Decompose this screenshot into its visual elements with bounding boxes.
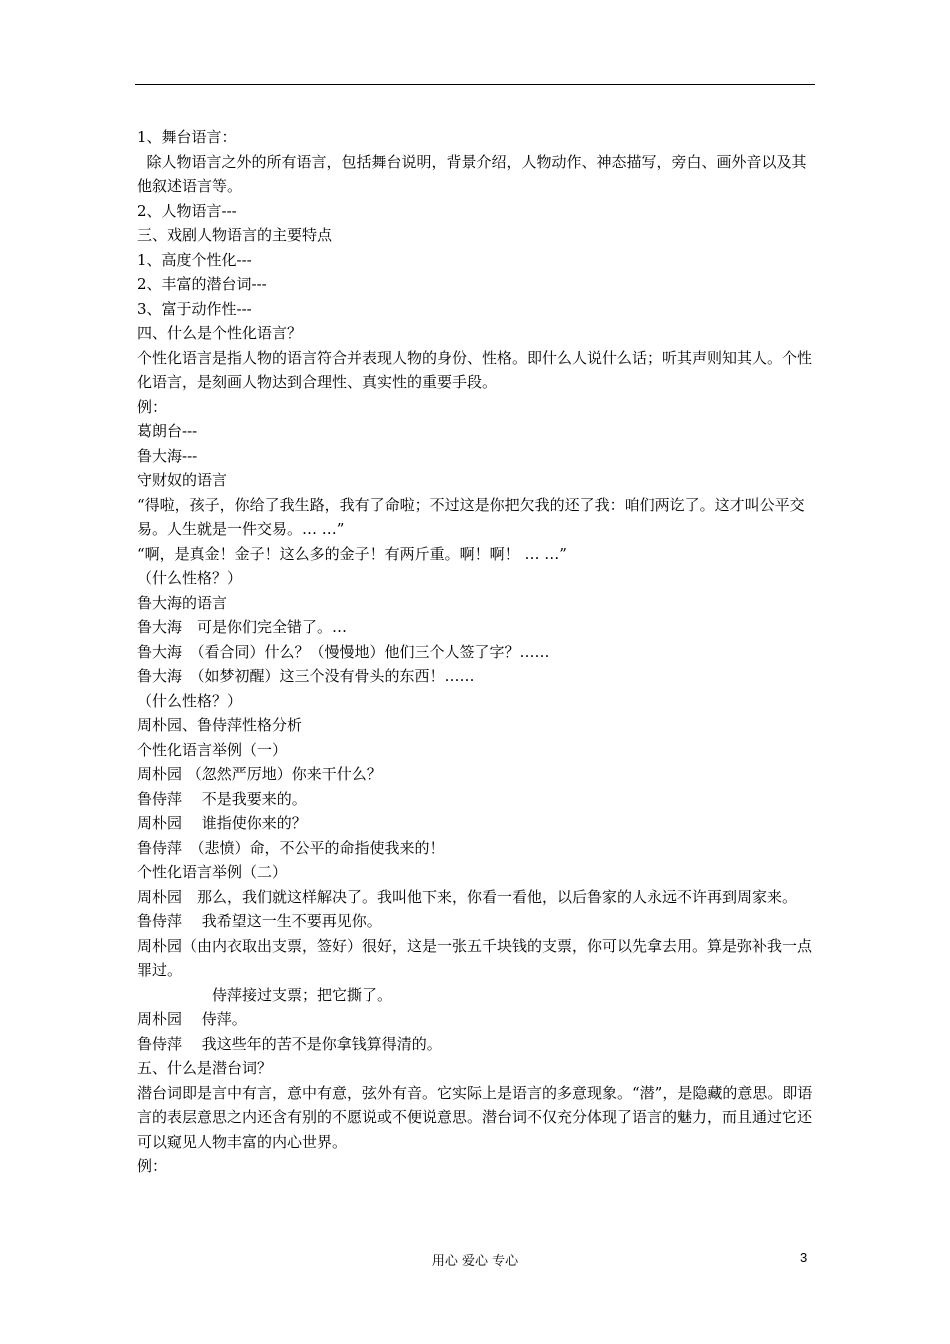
header-rule (135, 84, 815, 85)
list-item: 1、高度个性化--- (137, 250, 252, 269)
dialogue-line: 鲁大海 可是你们完全错了。… (137, 618, 348, 636)
subheading: 个性化语言举例（二） (137, 863, 288, 881)
dialogue-line: 周朴园（由内衣取出支票，签好）很好，这是一张五千块钱的支票，你可以先拿去用。算是弥补我一点罪过。 (137, 936, 813, 979)
paragraph-subtext: 潜台词即是言中有言，意中有意，弦外有音。它实际上是语言的多意现象。“潜”，是隐藏的意思。即语言的表层意思之内还含有别的不愿说或不便说意思。潜台词不仅充分体现了语言的魅力，而且通过它还可以窥见人物丰富的内心世界。 (137, 1083, 813, 1151)
list-item: 3、富于动作性--- (137, 299, 252, 318)
list-item: 鲁大海--- (137, 446, 198, 465)
dialogue-line: 鲁大海 （看合同）什么？（慢慢地）他们三个人签了字？…… (137, 642, 550, 661)
paragraph-individualized-language: 个性化语言是指人物的语言符合并表现人物的身份、性格。即什么人说什么话；听其声则知其人。个性化语言，是刻画人物达到合理性、真实性的重要手段。 (137, 348, 813, 391)
section-heading-5: 五、什么是潜台词？ (137, 1059, 273, 1077)
example-label: 例： (137, 397, 168, 416)
section-heading-4: 四、什么是个性化语言？ (137, 324, 303, 342)
dialogue-line: 鲁侍萍 （悲愤）命，不公平的命指使我来的！ (137, 838, 445, 857)
quote: “啊，是真金！金子！这么多的金子！有两斤重。啊！啊！ … …” (137, 544, 567, 563)
heading-character-language: 2、人物语言--- (137, 201, 237, 220)
paragraph-stage-language: 除人物语言之外的所有语言，包括舞台说明，背景介绍，人物动作、神态描写，旁白、画外音以及其他叙述语言等。 (137, 152, 807, 195)
dialogue-line: 周朴园 那么，我们就这样解决了。我叫他下来，你看一看他，以后鲁家的人永远不许再到周家来。 (137, 887, 798, 906)
dialogue-line: 周朴园 谁指使你来的？ (137, 814, 307, 832)
dialogue-line: 鲁侍萍 我这些年的苦不是你拿钱算得清的。 (137, 1034, 442, 1053)
dialogue-line: 鲁大海 （如梦初醒）这三个没有骨头的东西！…… (137, 667, 475, 685)
document-body (137, 125, 815, 1179)
page-number: 3 (800, 1250, 808, 1265)
section-heading-3: 三、戏剧人物语言的主要特点 (137, 226, 333, 244)
subheading: 周朴园、鲁侍萍性格分析 (137, 716, 303, 734)
footer-motto: 用心 爱心 专心 (431, 1254, 519, 1269)
subheading: 鲁大海的语言 (137, 593, 228, 612)
stage-direction: 侍萍接过支票；把它撕了。 (137, 985, 393, 1004)
question: （什么性格？） (137, 691, 243, 710)
list-item: 2、丰富的潜台词--- (137, 275, 267, 293)
example-label: 例： (137, 1157, 168, 1175)
subheading: 个性化语言举例（一） (137, 740, 288, 759)
quote: “得啦，孩子，你给了我生路，我有了命啦；不过这是你把欠我的还了我：咱们两讫了。这才叫公平交易。人生就是一件交易。… …” (137, 495, 805, 538)
dialogue-line: 鲁侍萍 不是我要来的。 (137, 789, 307, 808)
question: （什么性格？） (137, 569, 243, 587)
heading-stage-language: 1、舞台语言： (137, 128, 237, 146)
dialogue-line: 周朴园 侍萍。 (137, 1010, 247, 1028)
subheading: 守财奴的语言 (137, 471, 228, 489)
dialogue-line: 鲁侍萍 我希望这一生不要再见你。 (137, 912, 382, 930)
dialogue-line: 周朴园 （忽然严厉地）你来干什么？ (137, 765, 382, 783)
list-item: 葛朗台--- (137, 422, 198, 440)
